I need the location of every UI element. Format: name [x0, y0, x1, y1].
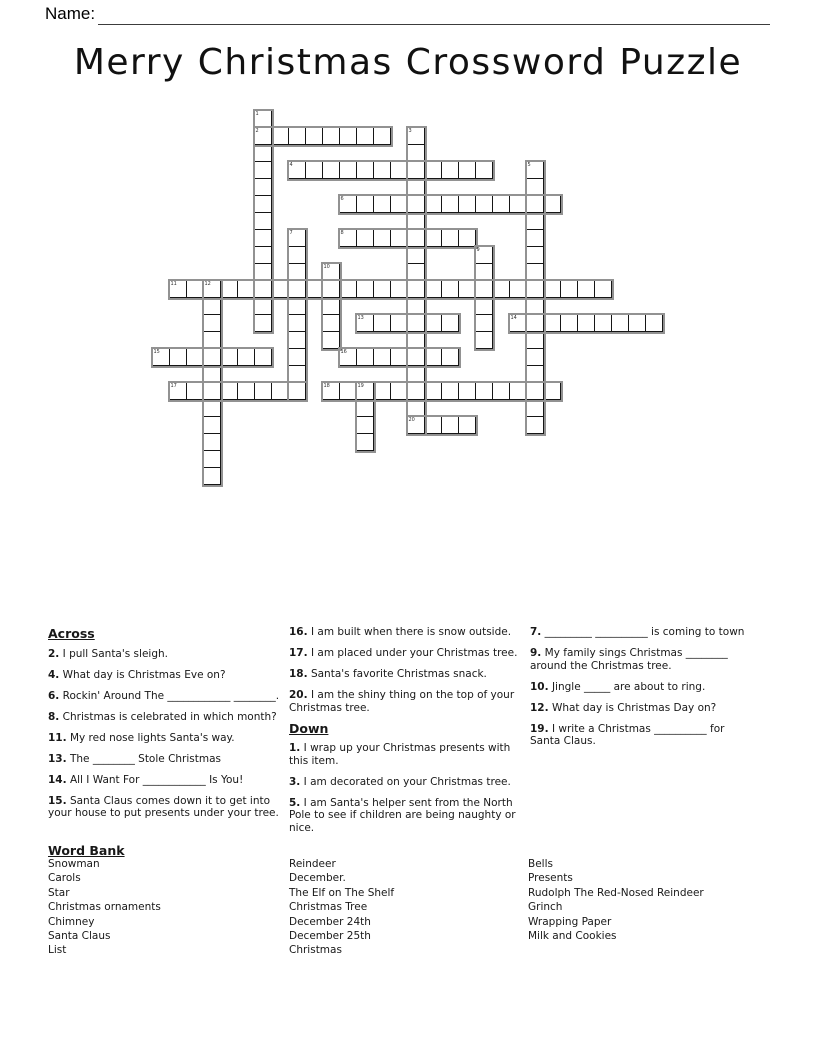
- clue-number: 1.: [289, 742, 301, 754]
- clue-text: The ________ Stole Christmas: [66, 752, 222, 765]
- cell-number: 3: [408, 127, 412, 134]
- grid-cell[interactable]: [288, 331, 306, 349]
- cell-number: 7: [289, 229, 293, 236]
- grid-cell[interactable]: [254, 280, 272, 298]
- grid-cell[interactable]: [407, 178, 425, 196]
- clue-item: [48, 690, 285, 703]
- grid-cell[interactable]: [458, 416, 476, 434]
- grid-cell[interactable]: [356, 127, 374, 145]
- cell-number: 13: [357, 314, 364, 321]
- grid-cell[interactable]: [577, 280, 595, 298]
- across-header: Across: [48, 626, 95, 641]
- clue-item: [48, 732, 285, 745]
- grid-cell[interactable]: [288, 365, 306, 383]
- cell-number: 16: [340, 348, 347, 355]
- grid-cell[interactable]: [254, 229, 272, 247]
- grid-cell[interactable]: [305, 280, 323, 298]
- clue-text: Jingle _____ are about to ring.: [548, 680, 706, 693]
- grid-cell[interactable]: [373, 195, 391, 213]
- grid-cell[interactable]: [254, 246, 272, 264]
- clue-item: [48, 711, 285, 724]
- grid-cell[interactable]: [407, 246, 425, 264]
- grid-cell[interactable]: [526, 348, 544, 366]
- word-bank-item: Presents: [528, 872, 573, 885]
- grid-cell[interactable]: [526, 331, 544, 349]
- grid-cell[interactable]: [271, 280, 289, 298]
- grid-cell[interactable]: [356, 399, 374, 417]
- clue-item: [289, 742, 523, 767]
- grid-cell[interactable]: [407, 314, 425, 332]
- clue-text: What day is Christmas Eve on?: [59, 668, 226, 681]
- clue-text: I write a Christmas __________ for Santa Claus.: [530, 722, 725, 747]
- grid-cell[interactable]: [305, 127, 323, 145]
- grid-cell[interactable]: [492, 195, 510, 213]
- grid-cell[interactable]: [509, 280, 527, 298]
- word-bank-item: Christmas: [289, 944, 342, 957]
- grid-cell[interactable]: [356, 229, 374, 247]
- word-bank-item: Rudolph The Red-Nosed Reindeer: [528, 886, 704, 899]
- grid-cell[interactable]: [339, 382, 357, 400]
- grid-cell[interactable]: [492, 280, 510, 298]
- grid-cell[interactable]: [373, 314, 391, 332]
- clue-number: 13.: [48, 752, 67, 765]
- cell-number: 20: [408, 416, 415, 423]
- clue-text: I am the shiny thing on the top of your Christmas tree.: [289, 689, 515, 714]
- clue-number: 12.: [530, 701, 549, 714]
- grid-cell[interactable]: [458, 161, 476, 179]
- clue-number: 10.: [530, 680, 549, 693]
- grid-cell[interactable]: [288, 348, 306, 366]
- clue-item: [48, 753, 285, 766]
- clue-text: _________ __________ is coming to town: [541, 626, 745, 638]
- grid-cell[interactable]: [475, 314, 493, 332]
- word-bank-item: Milk and Cookies: [528, 930, 617, 943]
- grid-cell[interactable]: [288, 280, 306, 298]
- cell-number: 19: [357, 382, 364, 389]
- grid-cell[interactable]: [526, 263, 544, 281]
- clue-item: [48, 774, 285, 787]
- grid-cell[interactable]: [237, 348, 255, 366]
- clue-number: 4.: [48, 668, 60, 681]
- grid-cell[interactable]: [271, 382, 289, 400]
- grid-cell[interactable]: [390, 382, 408, 400]
- grid-cell[interactable]: [271, 127, 289, 145]
- grid-cell[interactable]: [390, 195, 408, 213]
- name-label: Name:: [45, 4, 96, 23]
- word-bank-item: Christmas ornaments: [48, 901, 161, 914]
- grid-cell[interactable]: [339, 161, 357, 179]
- cell-number: 8: [340, 229, 344, 236]
- cell-number: 15: [153, 348, 160, 355]
- grid-cell[interactable]: [288, 297, 306, 315]
- word-bank-item: Grinch: [528, 901, 563, 914]
- grid-cell[interactable]: [254, 348, 272, 366]
- clue-text: I am built when there is snow outside.: [307, 626, 512, 638]
- grid-cell[interactable]: [441, 314, 459, 332]
- grid-cell[interactable]: [220, 382, 238, 400]
- grid-cell[interactable]: [322, 331, 340, 349]
- clue-text: I pull Santa's sleigh.: [59, 647, 168, 660]
- grid-cell[interactable]: [458, 382, 476, 400]
- clue-text: What day is Christmas Day on?: [548, 701, 717, 714]
- clue-item: [289, 647, 523, 660]
- grid-cell[interactable]: [169, 348, 187, 366]
- clue-number: 15.: [48, 794, 67, 807]
- clue-number: 11.: [48, 731, 67, 744]
- grid-cell[interactable]: [254, 314, 272, 332]
- cell-number: 18: [323, 382, 330, 389]
- word-bank-column-3: [528, 857, 704, 943]
- cell-number: 4: [289, 161, 293, 168]
- clue-text: I am placed under your Christmas tree.: [307, 647, 518, 659]
- grid-cell[interactable]: [186, 280, 204, 298]
- grid-cell[interactable]: [509, 195, 527, 213]
- grid-cell[interactable]: [322, 127, 340, 145]
- grid-cell[interactable]: [424, 229, 442, 247]
- grid-cell[interactable]: [526, 314, 544, 332]
- grid-cell[interactable]: [628, 314, 646, 332]
- word-bank-item: List: [48, 944, 67, 957]
- grid-cell[interactable]: [254, 178, 272, 196]
- clue-item: [289, 689, 523, 714]
- clue-number: 16.: [289, 626, 308, 638]
- word-bank-item: Wrapping Paper: [528, 915, 612, 928]
- grid-cell[interactable]: [407, 195, 425, 213]
- grid-cell[interactable]: [288, 382, 306, 400]
- grid-cell[interactable]: [203, 467, 221, 485]
- cell-number: 14: [510, 314, 517, 321]
- grid-cell[interactable]: [373, 161, 391, 179]
- grid-cell[interactable]: [203, 348, 221, 366]
- grid-cell[interactable]: [407, 263, 425, 281]
- grid-cell[interactable]: [390, 280, 408, 298]
- grid-cell[interactable]: [475, 331, 493, 349]
- word-bank-item: December 24th: [289, 915, 371, 928]
- clue-column-2: [289, 626, 523, 843]
- clue-item: [289, 626, 523, 639]
- clue-number: 18.: [289, 668, 308, 680]
- clue-number: 20.: [289, 689, 308, 701]
- page-title: Merry Christmas Crossword Puzzle: [73, 42, 743, 83]
- grid-cell[interactable]: [543, 280, 561, 298]
- clue-item: [530, 647, 755, 672]
- clue-item: [48, 795, 285, 820]
- clue-item: [530, 723, 755, 748]
- grid-cell[interactable]: [288, 314, 306, 332]
- grid-cell[interactable]: [577, 314, 595, 332]
- grid-cell[interactable]: [237, 382, 255, 400]
- clue-number: 14.: [48, 773, 67, 786]
- grid-cell[interactable]: [424, 314, 442, 332]
- clue-number: 5.: [289, 796, 301, 809]
- grid-cell[interactable]: [356, 433, 374, 451]
- grid-cell[interactable]: [254, 144, 272, 162]
- grid-cell[interactable]: [424, 161, 442, 179]
- grid-cell[interactable]: [322, 297, 340, 315]
- grid-cell[interactable]: [288, 246, 306, 264]
- grid-cell[interactable]: [475, 297, 493, 315]
- grid-cell[interactable]: [645, 314, 663, 332]
- grid-cell[interactable]: [339, 127, 357, 145]
- grid-cell[interactable]: [254, 195, 272, 213]
- word-bank-item: Bells: [528, 858, 553, 870]
- grid-cell[interactable]: [526, 246, 544, 264]
- grid-cell[interactable]: [526, 178, 544, 196]
- clue-text: My red nose lights Santa's way.: [66, 731, 235, 744]
- grid-cell[interactable]: [475, 263, 493, 281]
- word-bank-item: Snowman: [48, 858, 100, 870]
- grid-cell[interactable]: [390, 229, 408, 247]
- cell-number: 9: [476, 246, 480, 253]
- grid-cell[interactable]: [407, 161, 425, 179]
- grid-cell[interactable]: [441, 416, 459, 434]
- clue-number: 9.: [530, 647, 542, 659]
- grid-cell[interactable]: [356, 416, 374, 434]
- grid-cell[interactable]: [373, 280, 391, 298]
- grid-cell[interactable]: [203, 416, 221, 434]
- clue-item: [289, 668, 523, 681]
- grid-cell[interactable]: [543, 382, 561, 400]
- grid-cell[interactable]: [407, 297, 425, 315]
- grid-cell[interactable]: [424, 348, 442, 366]
- grid-cell[interactable]: [509, 382, 527, 400]
- grid-cell[interactable]: [441, 348, 459, 366]
- cell-number: 6: [340, 195, 344, 202]
- word-bank-item: Carols: [48, 872, 81, 885]
- grid-cell[interactable]: [475, 195, 493, 213]
- clue-text: I am Santa's helper sent from the North Pole to see if children are being naughty or nice.: [289, 796, 516, 834]
- word-bank-item: The Elf on The Shelf: [289, 886, 395, 899]
- grid-cell[interactable]: [458, 229, 476, 247]
- grid-cell[interactable]: [407, 280, 425, 298]
- grid-cell[interactable]: [373, 127, 391, 145]
- word-bank-item: Christmas Tree: [289, 901, 368, 914]
- grid-cell[interactable]: [543, 195, 561, 213]
- grid-cell[interactable]: [254, 263, 272, 281]
- grid-cell[interactable]: [186, 348, 204, 366]
- grid-cell[interactable]: [305, 161, 323, 179]
- grid-cell[interactable]: [475, 161, 493, 179]
- grid-cell[interactable]: [526, 229, 544, 247]
- down-header: Down: [289, 720, 329, 736]
- clue-text: All I Want For ____________ Is You!: [66, 773, 244, 786]
- grid-cell[interactable]: [407, 212, 425, 230]
- grid-cell[interactable]: [475, 382, 493, 400]
- grid-cell[interactable]: [526, 212, 544, 230]
- grid-cell[interactable]: [526, 195, 544, 213]
- clue-item: [48, 648, 285, 661]
- clue-text: My family sings Christmas ________ around the Christmas tree.: [530, 647, 728, 672]
- grid-cell[interactable]: [458, 195, 476, 213]
- grid-cell[interactable]: [407, 331, 425, 349]
- clue-item: [48, 669, 285, 682]
- grid-cell[interactable]: [322, 280, 340, 298]
- grid-cell[interactable]: [526, 297, 544, 315]
- grid-cell[interactable]: [356, 161, 374, 179]
- grid-cell[interactable]: [441, 195, 459, 213]
- grid-cell[interactable]: [254, 212, 272, 230]
- grid-cell[interactable]: [526, 416, 544, 434]
- grid-cell[interactable]: [288, 127, 306, 145]
- word-bank-column-1: [48, 857, 161, 958]
- grid-cell[interactable]: [322, 314, 340, 332]
- grid-cell[interactable]: [424, 195, 442, 213]
- grid-cell[interactable]: [254, 382, 272, 400]
- grid-cell[interactable]: [373, 348, 391, 366]
- clue-text: Christmas is celebrated in which month?: [59, 710, 277, 723]
- grid-cell[interactable]: [526, 382, 544, 400]
- cell-number: 2: [255, 127, 259, 134]
- grid-cell[interactable]: [424, 382, 442, 400]
- grid-cell[interactable]: [203, 314, 221, 332]
- word-bank-column-2: [289, 857, 394, 958]
- grid-cell[interactable]: [390, 348, 408, 366]
- grid-cell[interactable]: [407, 229, 425, 247]
- word-bank-item: Chimney: [48, 915, 95, 928]
- grid-cell[interactable]: [254, 297, 272, 315]
- word-bank-item: Santa Claus: [48, 930, 111, 943]
- cell-number: 11: [170, 280, 177, 287]
- clue-number: 7.: [530, 626, 542, 638]
- clue-column-3: [530, 626, 755, 756]
- grid-cell[interactable]: [203, 433, 221, 451]
- clue-item: [530, 702, 755, 715]
- grid-cell[interactable]: [203, 365, 221, 383]
- grid-cell[interactable]: [373, 382, 391, 400]
- cell-number: 5: [527, 161, 531, 168]
- grid-cell[interactable]: [594, 314, 612, 332]
- grid-cell[interactable]: [254, 161, 272, 179]
- clue-number: 6.: [48, 689, 60, 702]
- grid-cell[interactable]: [356, 348, 374, 366]
- clue-item: [289, 776, 523, 789]
- clue-number: 17.: [289, 647, 308, 659]
- grid-cell[interactable]: [203, 382, 221, 400]
- clue-number: 19.: [530, 722, 549, 735]
- grid-cell[interactable]: [407, 382, 425, 400]
- cell-number: 17: [170, 382, 177, 389]
- clue-item: [530, 681, 755, 694]
- grid-cell[interactable]: [560, 280, 578, 298]
- clue-text: I am decorated on your Christmas tree.: [300, 775, 511, 788]
- word-bank-item: Star: [48, 886, 70, 899]
- word-bank-header: Word Bank: [48, 843, 125, 858]
- grid-cell[interactable]: [203, 331, 221, 349]
- grid-cell[interactable]: [220, 348, 238, 366]
- grid-cell[interactable]: [526, 280, 544, 298]
- grid-cell[interactable]: [390, 314, 408, 332]
- grid-cell[interactable]: [356, 195, 374, 213]
- clue-item: [289, 797, 523, 835]
- grid-cell[interactable]: [441, 229, 459, 247]
- grid-cell[interactable]: [220, 280, 238, 298]
- cell-number: 12: [204, 280, 211, 287]
- name-blank-line[interactable]: [98, 5, 770, 25]
- clue-text: Rockin' Around The ____________ ________.: [59, 689, 280, 702]
- grid-cell[interactable]: [441, 382, 459, 400]
- grid-cell[interactable]: [407, 399, 425, 417]
- grid-cell[interactable]: [424, 280, 442, 298]
- clue-text: Santa's favorite Christmas snack.: [307, 668, 487, 680]
- grid-cell[interactable]: [339, 280, 357, 298]
- cell-number: 1: [255, 110, 259, 117]
- clue-column-1: [48, 626, 285, 828]
- grid-cell[interactable]: [441, 161, 459, 179]
- grid-cell[interactable]: [407, 144, 425, 162]
- grid-cell[interactable]: [237, 280, 255, 298]
- grid-cell[interactable]: [475, 280, 493, 298]
- grid-cell[interactable]: [424, 416, 442, 434]
- grid-cell[interactable]: [288, 263, 306, 281]
- grid-cell[interactable]: [611, 314, 629, 332]
- word-bank-item: Reindeer: [289, 858, 336, 870]
- clue-text: I wrap up your Christmas presents with this item.: [289, 742, 511, 767]
- clue-number: 8.: [48, 710, 60, 723]
- grid-cell[interactable]: [203, 297, 221, 315]
- clue-number: 3.: [289, 775, 301, 788]
- grid-cell[interactable]: [492, 382, 510, 400]
- cell-number: 10: [323, 263, 330, 270]
- grid-cell[interactable]: [543, 314, 561, 332]
- grid-cell[interactable]: [594, 280, 612, 298]
- grid-cell[interactable]: [560, 314, 578, 332]
- grid-cell[interactable]: [526, 365, 544, 383]
- grid-cell[interactable]: [407, 348, 425, 366]
- grid-cell[interactable]: [186, 382, 204, 400]
- grid-cell[interactable]: [356, 280, 374, 298]
- grid-cell[interactable]: [458, 280, 476, 298]
- word-bank-item: December 25th: [289, 930, 371, 943]
- grid-cell[interactable]: [407, 365, 425, 383]
- grid-cell[interactable]: [322, 161, 340, 179]
- clue-text: Santa Claus comes down it to get into your house to put presents under your tree.: [48, 794, 279, 819]
- grid-cell[interactable]: [373, 229, 391, 247]
- grid-cell[interactable]: [526, 399, 544, 417]
- grid-cell[interactable]: [203, 450, 221, 468]
- clue-number: 2.: [48, 647, 60, 660]
- grid-cell[interactable]: [203, 399, 221, 417]
- clue-item: [530, 626, 755, 639]
- grid-cell[interactable]: [390, 161, 408, 179]
- word-bank-item: December.: [289, 872, 346, 885]
- grid-cell[interactable]: [441, 280, 459, 298]
